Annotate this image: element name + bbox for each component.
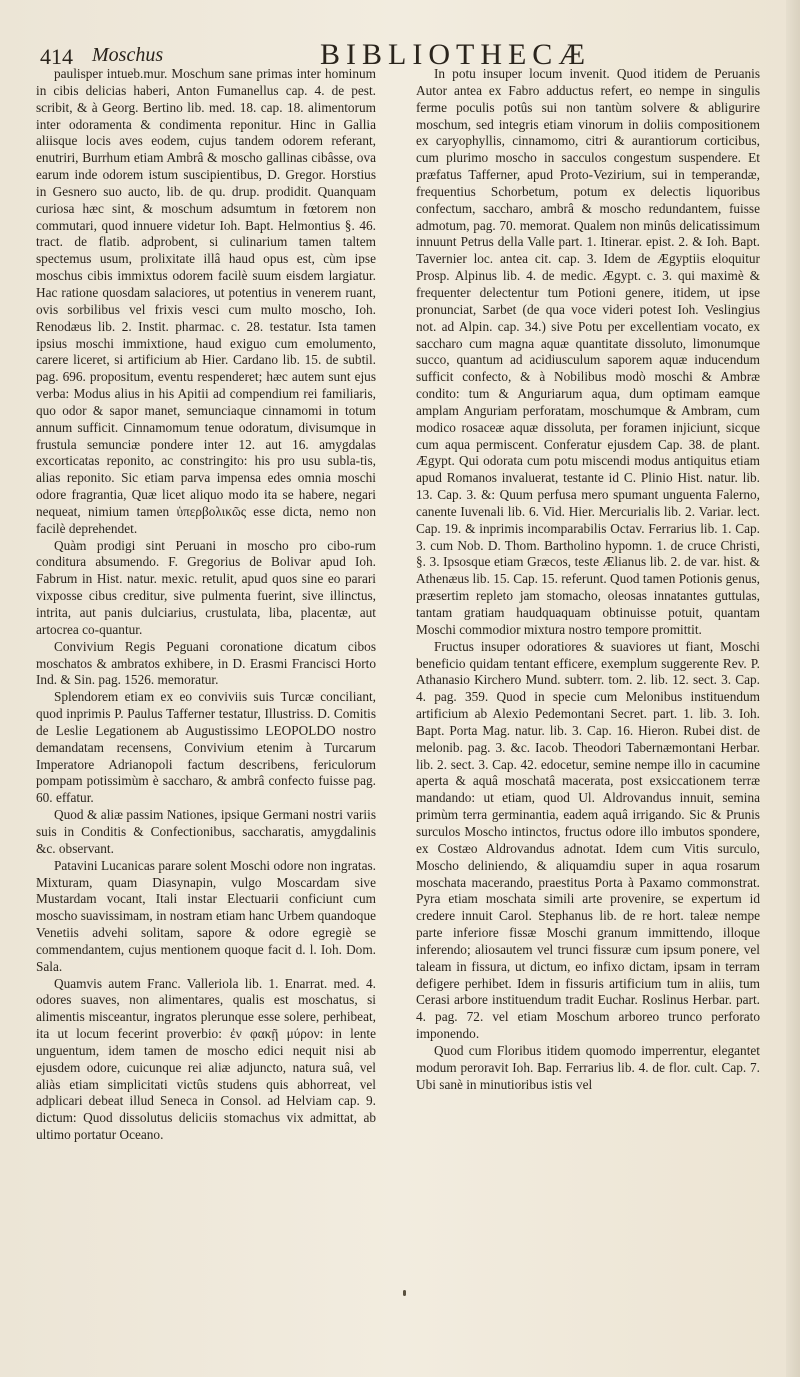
paragraph: Quod cum Floribus itidem quomodo imperrentur, elegantet modum peroravit Ioh. Bap. Ferrarius lib. 4. de flor. cult. Cap. 7. Ubi sanè in minutioribus istis vel bbox=[416, 1042, 760, 1092]
right-column bbox=[416, 66, 760, 1093]
paragraph: Quod & aliæ passim Nationes, ipsique Germani nostri variis suis in Conditis & Confectionibus, saccharatis, amygdalinis &c. observant. bbox=[36, 807, 376, 856]
paragraph: Patavini Lucanicas parare solent Moschi odore non ingratas. Mixturam, quam Diasynapin, vulgo Moscardam sive Mustardam vocant, Itali instar Electuarii conficiunt cum moscho suavissimam, in nostram etiam hanc Urbem quandoque Venetiis advehi solitam, sapore & odore egregiè se commendantem, cujus mentionem quoque facit d. l. Ioh. Dom. Sala. bbox=[36, 857, 376, 974]
paragraph: Quàm prodigi sint Peruani in moscho pro cibo-rum conditura absumendo. F. Gregorius de Bolivar apud Ioh. Fabrum in Hist. natur. mexic. retulit, apud quos sine eo parari vixposse cibus creditur, sive pulmenta fuerint, sive illinctus, intrita, aut panis dulciarius, crustulata, liba, placentæ, aut artocrea co-quantur. bbox=[36, 537, 376, 637]
paragraph: Fructus insuper odoratiores & suaviores ut fiant, Moschi beneficio quidam tentant efficere, exemplum suggerente Rev. P. Athanasio Kirchero Mund. subterr. tom. 2. lib. 12. sect. 3. Cap. 4. pag. 359. Quod in specie cum Melonibus instituendum artificium ab Alexio Pedemontani Secret. part. 1. lib. 3. Ioh. Bapt. Porta Mag. natur. lib. 3. Cap. 16. Hieron. Rubei dist. de melonib. pag. 3. &c. Iacob. Theodori Tabernæmontani Herbar. lib. 2. sect. 3. Cap. 42. edocetur, semine nempe illo in cacumine aperta & aquâ moschatâ macerata, post exsiccationem terræ mandando: ut etiam, quod Ul. Aldrovandus innuit, semina primùm terra germinantia, eadem aquâ irrigando. Sic & Prunis surculos Moscho intinctos, fructus odore illo imbutos spondere, ex Costæo Aldrovandus adnotat. Idem cum Vitis surculo, Moscho deliniendo, & aliquamdiu super in aqua rosarum moschata macerando, praestitus Porta à Paxamo commonstrat. Pyra etiam moschata simili arte provenire, se expertum id credere innuit Carol. Stephanus lib. de re hort. taleæ nempe parte inferiore fissæ Moschi granum immittendo, illoque inferendo; aliosautem vel trunci fissuræ cum ipsum ponere, vel taleam in fissura, ut dictum, eo infixo dictam, ipsam in terram defigere perhibet. Idem in fissuris artificium tum in aliis, tum Cerasi arbore instituendum tradit Euchar. Roslinus Herbar. part. 4. pag. 72. vel etiam Moschum arboreo trunco perforato imponendo. bbox=[416, 638, 760, 1042]
page-number: 414 bbox=[40, 44, 73, 69]
paragraph: paulisper intueb.mur. Moschum sane primas inter hominum in cibis delicias haberi, Anton Fumanellus cap. 4. de pest. scribit, & à Georg. Bertino lib. med. 18. cap. 18. alimentorum inter odoramenta & condimenta reponitur. Hinc in Gallia aliisque locis aves eodem, cujus tandem odorem referant, enutriri, Burrhum etiam Ambrâ & moscho gallinas cibâsse, ova earum inde odorem istum suscipientibus, D. Gregor. Horstius in Gesnero suo aucto, lib. de qu. drup. prodidit. Quanquam curiosa hæc sint, & moschum adsumtum in fœtorem non commutari, quod innuere videtur Ioh. Bapt. Helmontius §. 46. tract. de flatib. adprobent, si culinarium tamen taltem spectemus usum, prolixitate illâ haud opus est, cùm ipse moschus cibis immixtus odorem facilè suum eisdem largiatur. Hac ratione quosdam salaciores, ut potentius in venerem ruant, ovis sorbilibus vel frixis vesci cum multo moscho, Ioh. Renodæus lib. 2. Instit. pharmac. c. 28. testatur. Ista tamen ipsius moschi immixtione, haud exiguo cum emolumento, carere liceret, si artificium ab Hier. Cardano lib. 15. de subtil. pag. 696. propositum, eventu respenderet; hæc autem sunt ejus verba: Modus alius in his Apitii ad compendium rei familiaris, quo odor & sapor manet, semunciaque cinnamomi in totum annum sufficit. Cinnamomum tenue odoratum, divisumque in frustula semunciæ pondere inter 12. aut 16. amygdalas excorticatas reponito, ac constringito: his pro usu subla-tis, alias reponito. Sic etiam parva impensa edes omnia moschi odore fragrantia, Quæ licet aliquo modo ita se habere, negari nequeat, nimium tamen ὑπερβολικῶς esse dicta, nemo non facilè deprehendet. bbox=[36, 66, 376, 536]
page-header bbox=[40, 30, 780, 70]
paragraph: Splendorem etiam ex eo conviviis suis Turcæ conciliant, quod inprimis P. Paulus Tafferner testatur, Illustriss. D. Comitis de Leslie Legationem ab Augustissimo LEOPOLDO nostro demandatam recensens, Convivium etenim à Turcarum Imperatore Adrianopoli factum describens, fericulorum pompam potissimùm è saccharo, & ambrâ confecto fuisse pag. 60. effatur. bbox=[36, 689, 376, 806]
paragraph: In potu insuper locum invenit. Quod itidem de Peruanis Autor antea ex Fabro adductus refert, eo nempe in singulis ferme poculis potûs sui non tantùm solvere & abligurire moschum, sed integris etiam vinorum in doliis compositionem ex caryophyllis, cinnamomo, citri & aurantiorum corticibus, cum plurimo moscho in sacculos congestum suspendere. Et præfatus Tafferner, apud Proto-Vezirium, sui in temperandæ, frequentius Schorbetum, potum ex delectis liquoribus confectum, saccharo, ambrâ & moscho redundantem, fuisse admotum, pag. 70. memorat. Qualem non minûs delicatissimum innuunt Petrus della Valle part. 1. Itinerar. epist. 2. & Ioh. Bapt. Tavernier loc. antea cit. cap. 3. Idem de Ægyptiis eloquitur Prosp. Alpinus lib. 4. de medic. Ægypt. c. 3. qui maximè & frequenter delectentur tum Potioni genere, itidem, ut ipse pronunciat, Sarbet (de qua voce videri potest Ioh. Veslingius not. ad Alpin. cap. 34.) sive Potu per excellentiam vocato, ex saccharo cum magna aquæ quantitate dissoluto, limonumque succo, quantum ad acidiusculum saporem aquæ inducendum sufficit confecto, & à Nobilibus modò moschi & Ambræ condito: tum & Anguriarum aqua, dum optimam eamque amplam Anguriam perforatam, moschumque & Ambram, cum modico rosaceæ aquæ dissoluta, per foramen injiciunt, sicque cum aqua permiscent. Conferatur ejusdem Cap. 38. de plant. Ægypt. Qui odorata cum potu miscendi modus antiquitus etiam apud Romanos invaluerat, testante id C. Plinio Hist. natur. lib. 13. Cap. 3. &: Quum perfusa mero spumant unguenta Falerno, canente Iuvenali lib. 6. Vid. Hier. Mercurialis lib. 2. Variar. lect. Cap. 19. & inprimis incomparabilis Octav. Ferrarius lib. 1. Cap. 3. cum Nob. D. Thom. Bartholino hypomn. 1. de cruce Christi, §. 3. Ipsosque etiam Græcos, teste Ælianus lib. 2. de var. hist. & Athenæus lib. 15. Cap. 15. referunt. Quod tamen Potionis genus, præsertim repleto jam stomacho, oleosas innatantes guttulas, tantam gratiam haudquaquam obtinuisse potuit, quantam Moschi commodior mixtura nostro tempore promittit. bbox=[416, 66, 760, 637]
left-column bbox=[36, 66, 376, 1144]
paragraph: Convivium Regis Peguani coronatione dicatum cibos moschatos & ambratos exhibere, in D. Erasmi Francisci Horto Ind. & Sin. pag. 1526. memoratur. bbox=[36, 638, 376, 688]
page-edge bbox=[786, 0, 800, 1377]
ink-mark bbox=[403, 1290, 406, 1296]
paragraph: Quamvis autem Franc. Valleriola lib. 1. Enarrat. med. 4. odores suaves, non alimentares, qualis est moschatus, si alimentis misceantur, ingratos plerunque esse solere, perhibeat, ita ut locum fecerint proverbio: ἐν φακῇ μύρον: in lente unguentum, idem tamen de moscho edici nequit nisi ab ejusdem odore, cuicunque rei aliæ adjuncto, natura suâ, vel aliàs etiam simplicitati victûs studens quis abhorreat, vel adplicari debeat illud Seneca in Consol. ad Helviam cap. 9. dictum: Quod dissolutus deliciis stomachus vix admittat, ab ultimo portatur Oceano. bbox=[36, 975, 376, 1143]
page-title: BIBLIOTHECÆ bbox=[320, 38, 591, 71]
running-head: Moschus bbox=[92, 44, 164, 66]
